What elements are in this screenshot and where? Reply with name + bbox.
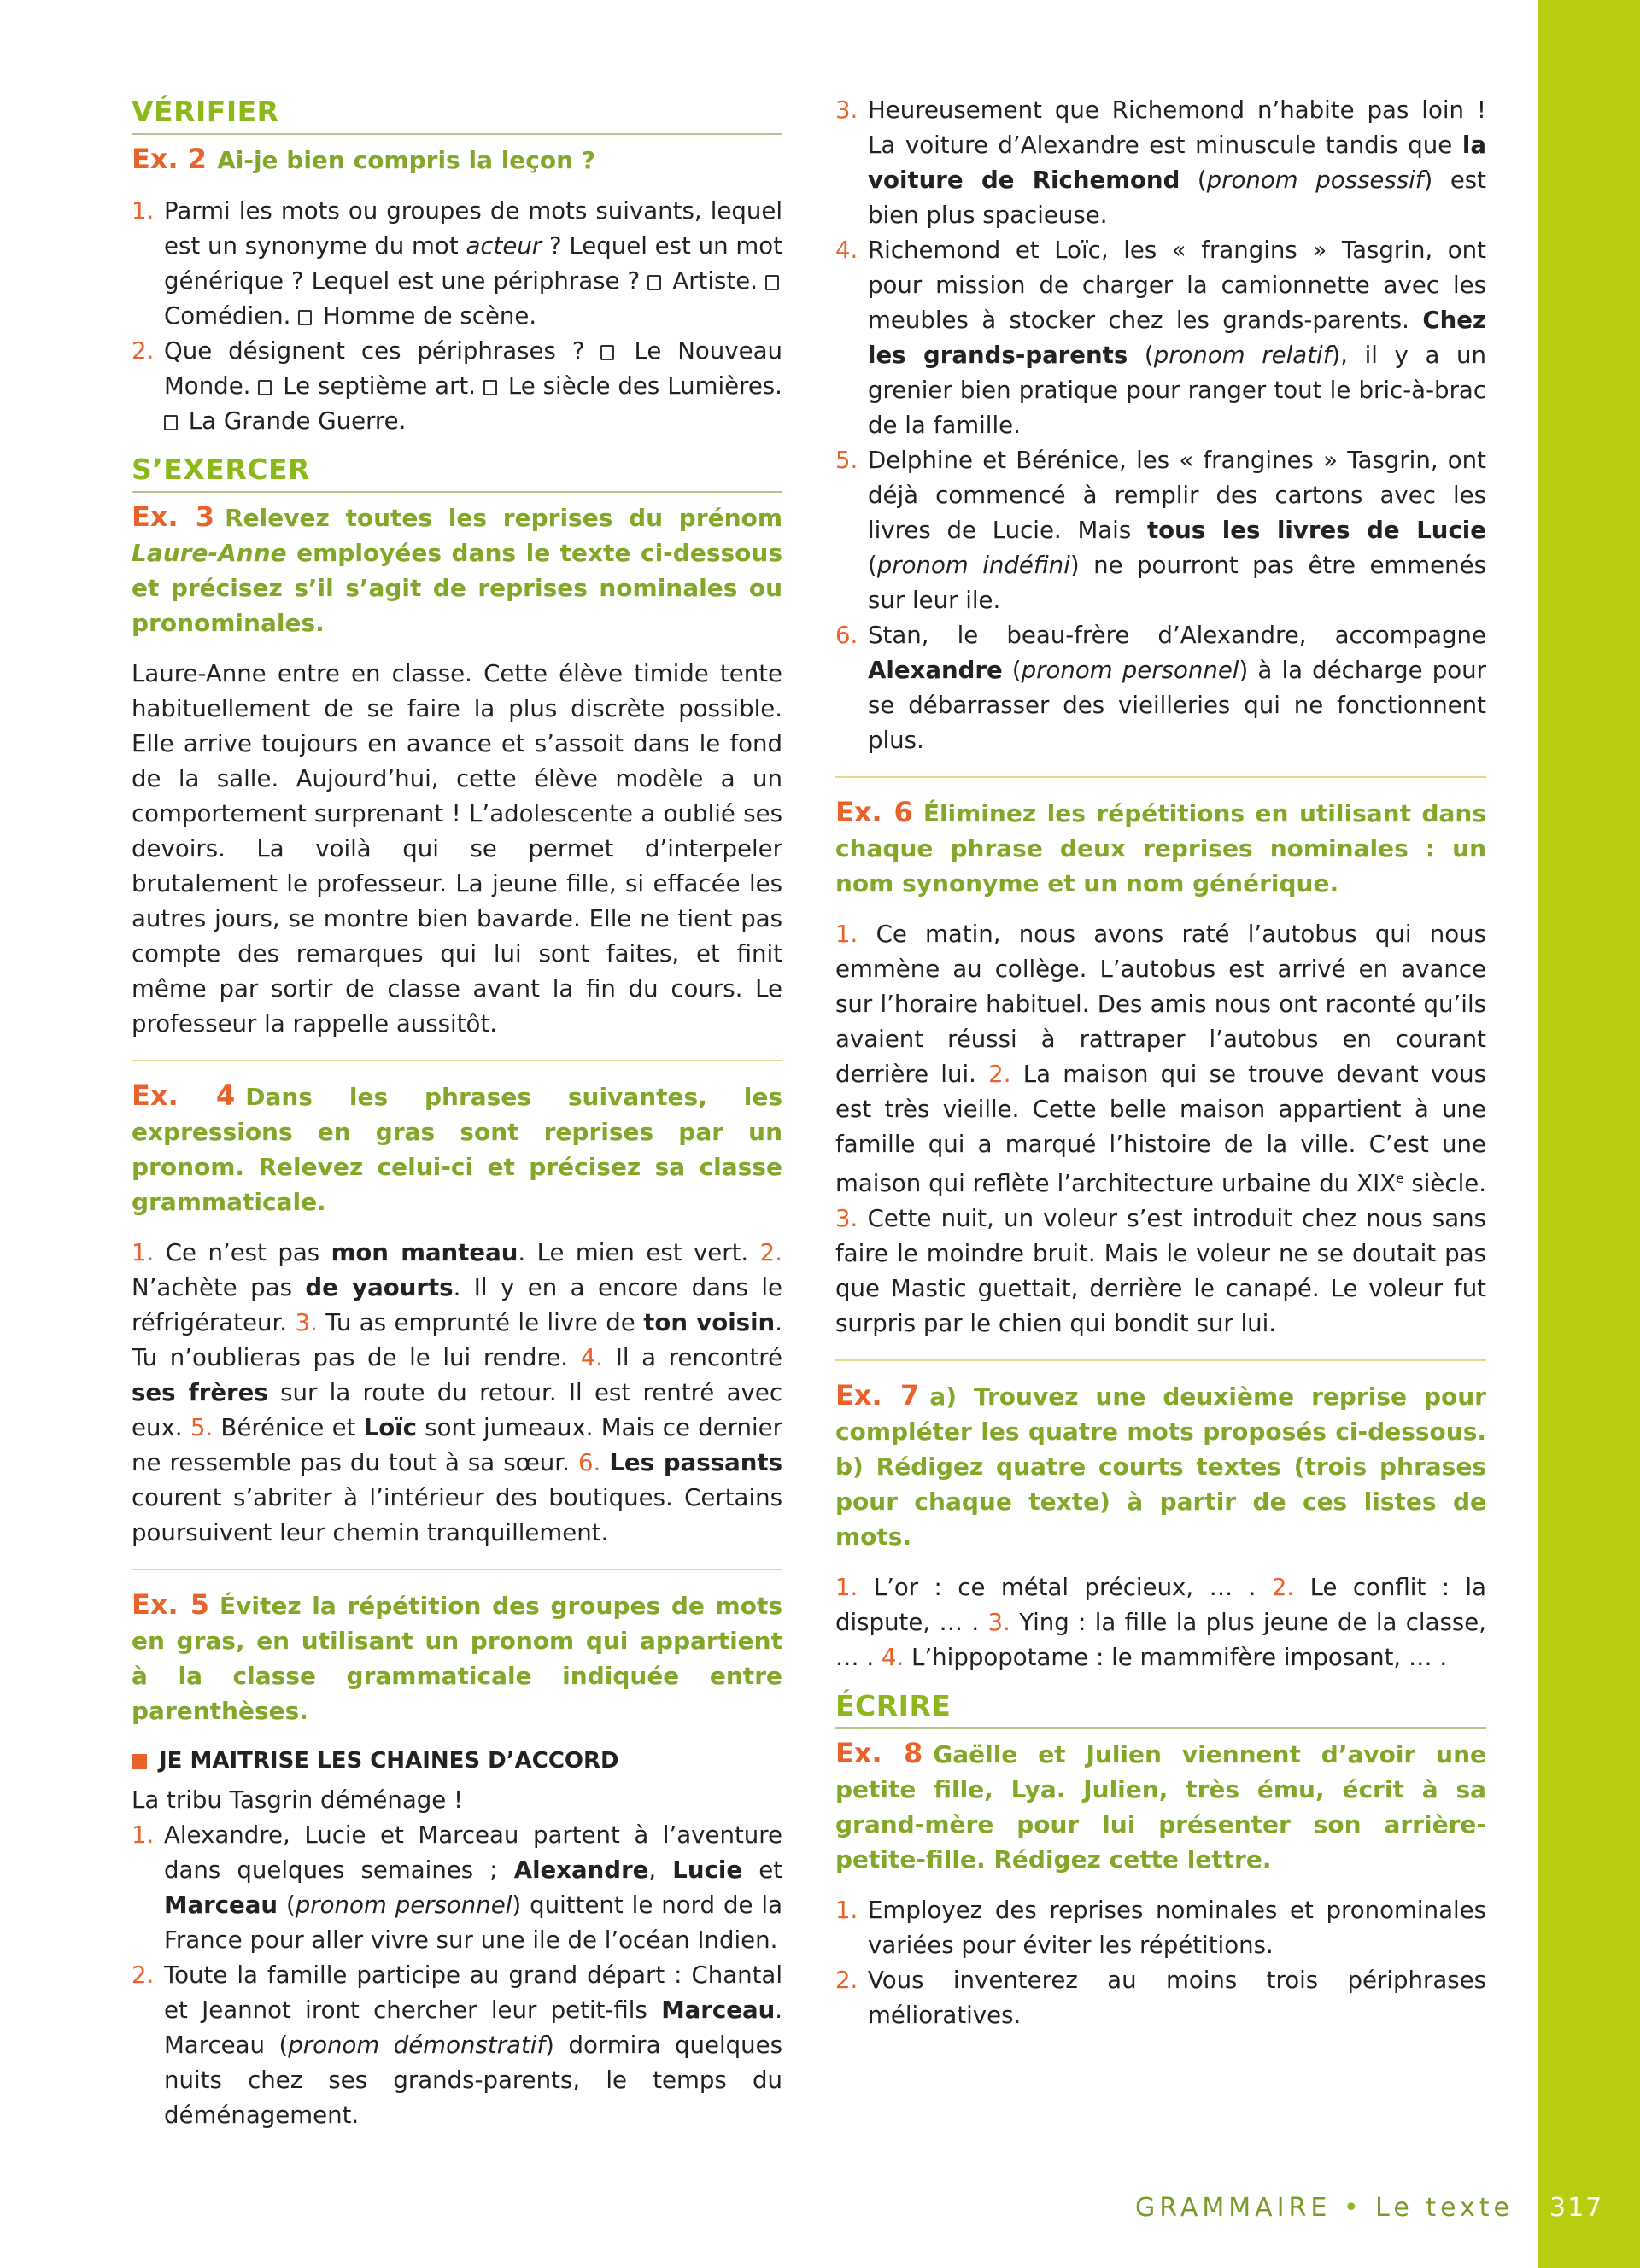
ex2-title bbox=[132, 142, 782, 178]
list-item: 2. Que désignent ces périphrases ? Le Nouveau Monde. Le septième art. Le siècle des Lumières. La Grande Guerre. bbox=[132, 336, 782, 435]
ex8-list bbox=[835, 1892, 1486, 2032]
ex5-number: Ex. 5 bbox=[132, 1588, 209, 1621]
ex5-title: Ex. 5 Évitez la répétition des groupes de mots en gras, en utilisant un pronom qui appartient à la classe grammaticale indiquée entre parenthèses. bbox=[132, 1588, 783, 1725]
list-item: 5. Delphine et Bérénice, les « frangines » Tasgrin, ont déjà commencé à remplir des cartons avec les livres de Lucie. Mais tous les livres de Lucie (pronom indéfini) ne pourront pas être emmenés sur leur ile. bbox=[835, 446, 1486, 614]
ex3-title: Ex. 3 Relevez toutes les reprises du prénom Laure-Anne employées dans le texte ci-dessous et précisez s’il s’agit de reprises nominales ou pronominales. bbox=[132, 500, 782, 637]
ex3-number: Ex. 3 bbox=[132, 500, 215, 533]
ex6-number: Ex. 6 bbox=[835, 796, 913, 828]
heading-sexercer: S’EXERCER bbox=[132, 450, 782, 493]
ex6-title: Ex. 6 Éliminez les répétitions en utilisant dans chaque phrase deux reprises nominales : un nom synonyme et un nom générique. bbox=[835, 796, 1486, 897]
ex8-title: Ex. 8 Gaëlle et Julien viennent d’avoir une petite fille, Lya. Julien, très ému, écrit à sa grand-mère pour lui présenter son arrière-petite-fille. Rédigez cette lettre. bbox=[835, 1737, 1487, 1874]
list-item: 2. Vous inventerez au moins trois périphrases mélioratives. bbox=[835, 1966, 1486, 2030]
ex2-list bbox=[132, 193, 782, 438]
ex4-number: Ex. 4 bbox=[132, 1079, 236, 1112]
list-item: 1. Parmi les mots ou groupes de mots suivants, lequel est un synonyme du mot acteur ? Lequel est un mot générique ? Lequel est une périphrase ? Artiste. Comédien. Homme de scène. bbox=[132, 196, 782, 330]
divider bbox=[835, 776, 1486, 778]
running-footer bbox=[1135, 2193, 1514, 2223]
page-edge-band bbox=[1538, 0, 1640, 2268]
right-column bbox=[835, 92, 1486, 2032]
checkbox-icon bbox=[258, 380, 272, 395]
ex5-subheading: JE MAITRISE LES CHAINES D’ACCORD bbox=[132, 1744, 782, 1779]
list-item: 3. Heureusement que Richemond n’habite pas loin ! La voiture d’Alexandre est minuscule tandis que la voiture de Richemond (pronom possessif) est bien plus spacieuse. bbox=[835, 96, 1486, 229]
heading-ecrire: ÉCRIRE bbox=[835, 1686, 1486, 1729]
divider bbox=[132, 1060, 782, 1061]
square-bullet-icon bbox=[132, 1754, 147, 1769]
footer-topic: Le texte bbox=[1375, 2193, 1514, 2223]
left-column bbox=[132, 92, 782, 2132]
footer-section: GRAMMAIRE bbox=[1135, 2193, 1332, 2223]
ex6-text: 1. Ce matin, nous avons raté l’autobus qui nous emmène au collège. L’autobus est arrivé en avance sur l’horaire habituel. Des amis nous ont raconté qu’ils avaient réussi à rattraper l’autobus en courant derrière lui. 2. La maison qui se trouve devant vous est très vieille. Cette belle maison appartient à une famille qui a marqué l’histoire de la ville. C’est une maison qui reflète l’architecture urbaine du XIXe siècle. 3. Cette nuit, un voleur s’est introduit chez nous sans faire le moindre bruit. Mais le voleur ne se doutait pas que Mastic guettait, derrière le canapé. Le voleur fut surpris par le chien qui bondit sur lui. bbox=[835, 920, 1486, 1338]
ex2-number: Ex. 2 bbox=[132, 143, 208, 175]
list-item: 1. Employez des reprises nominales et pronominales variées pour éviter les répétitions. bbox=[835, 1896, 1486, 1960]
checkbox-icon bbox=[765, 275, 779, 290]
divider bbox=[835, 1359, 1486, 1361]
ex5-list-continued bbox=[835, 92, 1486, 757]
ex2-title-text: Ai-je bien compris la leçon ? bbox=[217, 146, 596, 174]
ex7-text: 1. L’or : ce métal précieux, … . 2. Le conflit : la dispute, … . 3. Ying : la fille la plus jeune de la classe, … . 4. L’hippopotame : le mammifère imposant, … . bbox=[835, 1573, 1486, 1672]
divider bbox=[132, 1569, 782, 1570]
ex4-title: Ex. 4 Dans les phrases suivantes, les expressions en gras sont reprises par un pronom. Relevez celui-ci et précisez sa classe grammaticale. bbox=[132, 1079, 782, 1216]
ex4-text: 1. Ce n’est pas mon manteau. Le mien est vert. 2. N’achète pas de yaourts. Il y en a encore dans le réfrigérateur. 3. Tu as emprunté le livre de ton voisin. Tu n’oublieras pas de le lui rendre. 4. Il a rencontré ses frères sur la route du retour. Il est rentré avec eux. 5. Bérénice et Loïc sont jumeaux. Mais ce dernier ne ressemble pas du tout à sa sœur. 6. Les passants courent s’abriter à l’intérieur des boutiques. Certains poursuivent leur chemin tranquillement. bbox=[132, 1238, 783, 1546]
checkbox-icon bbox=[298, 310, 312, 325]
ex5-list bbox=[132, 1817, 782, 2132]
page-number: 317 bbox=[1549, 2193, 1604, 2223]
list-item: 2. Toute la famille participe au grand départ : Chantal et Jeannot iront chercher leur petit-fils Marceau. Marceau (pronom démonstratif) dormira quelques nuits chez ses grands-parents, le temps du déménagement. bbox=[132, 1961, 782, 2129]
checkbox-icon bbox=[600, 345, 614, 360]
checkbox-icon bbox=[164, 415, 178, 430]
ex8-number: Ex. 8 bbox=[835, 1737, 923, 1770]
list-item: 6. Stan, le beau-frère d’Alexandre, accompagne Alexandre (pronom personnel) à la décharge pour se débarrasser des vieilleries qui ne fonctionnent plus. bbox=[835, 621, 1486, 754]
ex7-number: Ex. 7 bbox=[835, 1379, 920, 1412]
footer-bullet: • bbox=[1343, 2193, 1363, 2223]
heading-verifier: VÉRIFIER bbox=[132, 92, 782, 135]
ex3-text: Laure-Anne entre en classe. Cette élève timide tente habituellement de se faire la plus discrète possible. Elle arrive toujours en avance et s’assoit dans le fond de la salle. Aujourd’hui, cette élève modèle a un comportement surprenant ! L’adolescente a oublié ses devoirs. La voilà qui se permet d’interpeler brutalement le professeur. La jeune fille, si effacée les autres jours, se montre bien bavarde. Elle ne tient pas compte des remarques qui lui sont faites, et finit même par sortir de classe avant la fin du cours. Le professeur la rappelle aussitôt. bbox=[132, 659, 782, 1038]
checkbox-icon bbox=[647, 275, 661, 290]
checkbox-icon bbox=[483, 380, 497, 395]
ex7-title: Ex. 7 a) Trouvez une deuxième reprise pour compléter les quatre mots proposés ci-dessous. b) Rédigez quatre courts textes (trois phrases pour chaque texte) à partir de ces listes de mots. bbox=[835, 1379, 1486, 1552]
list-item: 4. Richemond et Loïc, les « frangins » Tasgrin, ont pour mission de charger la camionnette avec les meubles à stocker chez les grands-parents. Chez les grands-parents (pronom relatif), il y a un grenier bien pratique pour ranger tout le bric-à-brac de la famille. bbox=[835, 236, 1486, 439]
list-item: 1. Alexandre, Lucie et Marceau partent à l’aventure dans quelques semaines ; Alexandre, Lucie et Marceau (pronom personnel) quittent le nord de la France pour aller vivre sur une ile de l’océan Indien. bbox=[132, 1821, 782, 1954]
ex5-intro: La tribu Tasgrin déménage ! bbox=[132, 1786, 464, 1814]
